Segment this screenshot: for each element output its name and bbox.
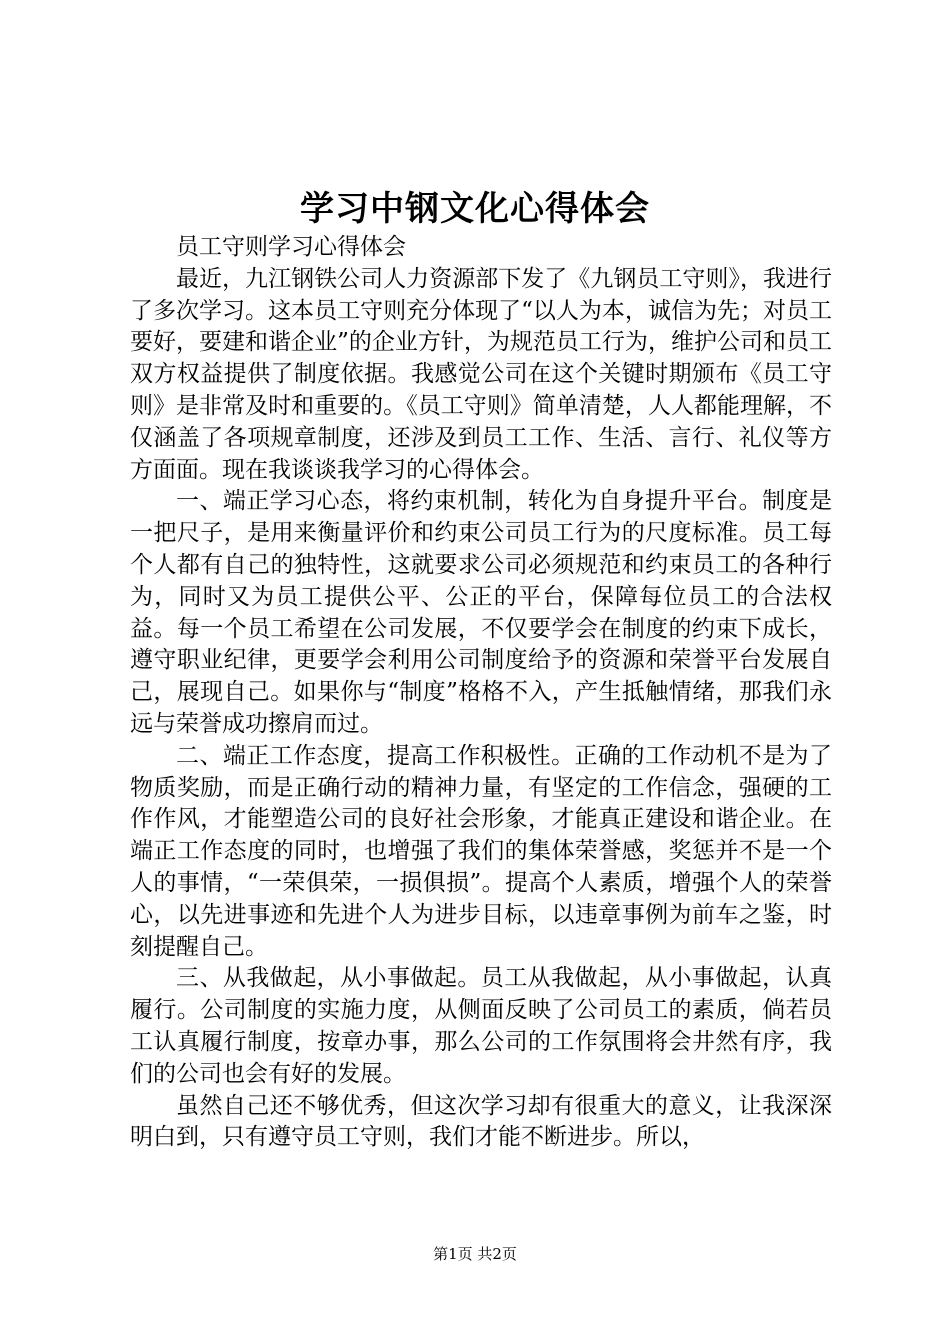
page-footer: 第1页 共2页 — [433, 1245, 517, 1263]
body-paragraph: 三、从我做起，从小事做起。员工从我做起，从小事做起，认真履行。公司制度的实施力度，从侧面反映了公司员工的素质，倘若员工认真履行制度，按章办事，那么公司的工作氛围将会井然有序，我们的公司也会有好的发展。 — [130, 965, 832, 1087]
body-paragraph: 虽然自己还不够优秀，但这次学习却有很重大的意义，让我深深明白到，只有遵守员工守则，我们才能不断进步。所以， — [130, 1092, 832, 1151]
document-body — [130, 232, 832, 1154]
body-paragraph: 最近，九江钢铁公司人力资源部下发了《九钢员工守则》，我进行了多次学习。这本员工守则充分体现了“以人为本，诚信为先；对员工要好，要建和谐企业”的企业方针，为规范员工行为，维护公司和员工双方权益提供了制度依据。我感觉公司在这个关键时期颁布《员工守则》是非常及时和重要的。《员工守则》简单清楚，人人都能理解，不仅涵盖了各项规章制度，还涉及到员工工作、生活、言行、礼仪等方方面面。现在我谈谈我学习的心得体会。 — [130, 265, 832, 483]
document-title: 学习中钢文化心得体会 — [300, 189, 650, 229]
body-paragraph: 一、端正学习心态，将约束机制，转化为自身提升平台。制度是一把尺子，是用来衡量评价和约束公司员工行为的尺度标准。员工每个人都有自己的独特性，这就要求公司必须规范和约束员工的各种行为，同时又为员工提供公平、公正的平台，保障每位员工的合法权益。每一个员工希望在公司发展，不仅要学会在制度的约束下成长，遵守职业纪律，更要学会利用公司制度给予的资源和荣誉平台发展自己，展现自己。如果你与“制度”格格不入，产生抵触情绪，那我们永远与荣誉成功擦肩而过。 — [130, 488, 832, 737]
body-paragraph: 员工守则学习心得体会 — [176, 234, 406, 260]
body-paragraph: 二、端正工作态度，提高工作积极性。正确的工作动机不是为了物质奖励，而是正确行动的精神力量，有坚定的工作信念，强硬的工作作风，才能塑造公司的良好社会形象，才能真正建设和谐企业。在端正工作态度的同时，也增强了我们的集体荣誉感，奖惩并不是一个人的事情，“一荣俱荣，一损俱损”。提高个人素质，增强个人的荣誉心，以先进事迹和先进个人为进步目标，以违章事例为前车之鉴，时刻提醒自己。 — [130, 742, 832, 960]
